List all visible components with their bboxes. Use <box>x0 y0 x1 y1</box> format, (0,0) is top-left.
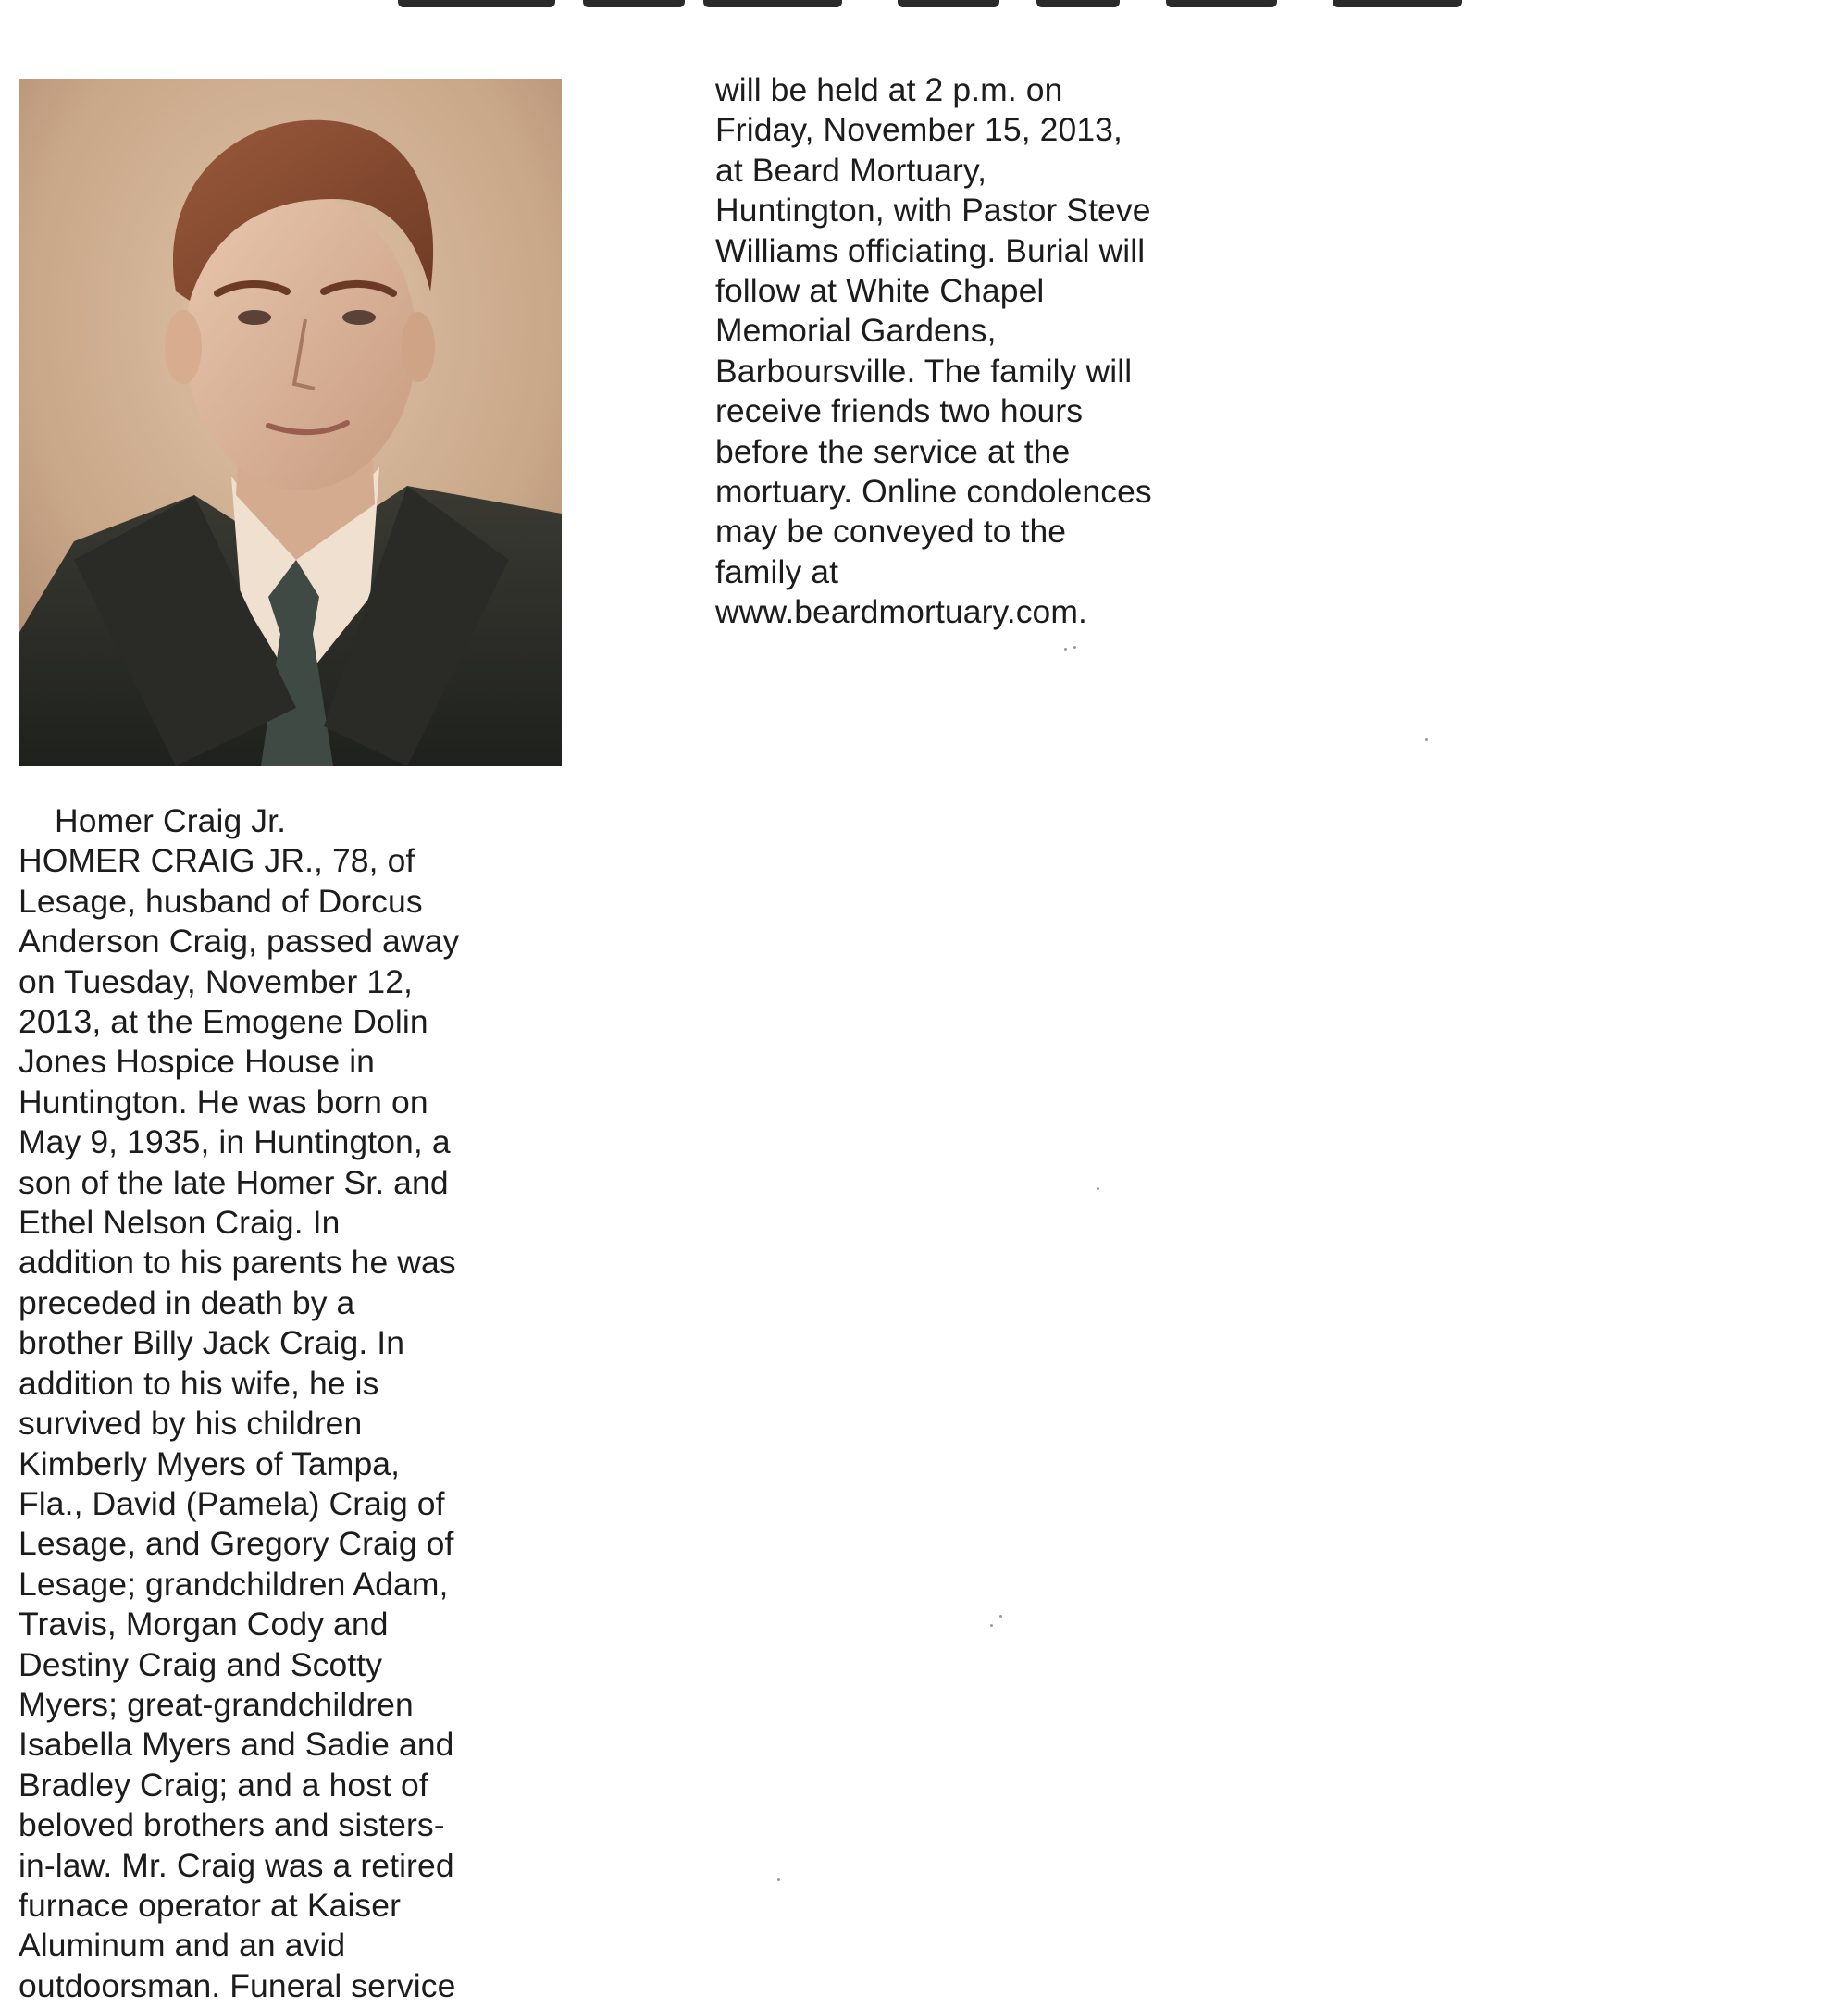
text-line: Lesage; grandchildren Adam, <box>19 1565 449 1603</box>
text-line: HOMER CRAIG JR., 78, of <box>19 842 415 880</box>
scan-speck <box>990 1624 993 1627</box>
scan-speck <box>999 1615 1002 1618</box>
portrait-photo <box>19 79 562 766</box>
scan-speck <box>1064 648 1067 651</box>
text-line: furnace operator at Kaiser <box>19 1886 402 1924</box>
text-line: Lesage, husband of Dorcus <box>19 882 423 920</box>
text-line: addition to his parents he was <box>19 1244 456 1282</box>
text-line: May 9, 1935, in Huntington, a <box>19 1123 451 1161</box>
text-line: brother Billy Jack Craig. In <box>19 1324 405 1362</box>
text-line: may be conveyed to the <box>715 513 1067 551</box>
text-line: Kimberly Myers of Tampa, <box>19 1444 401 1482</box>
text-line: Barboursville. The family will <box>715 352 1133 390</box>
text-line: Aluminum and an avid <box>19 1927 346 1965</box>
text-line: Huntington, with Pastor Steve <box>715 192 1151 229</box>
text-line: Williams officiating. Burial will <box>715 231 1146 269</box>
text-line: follow at White Chapel <box>715 272 1045 310</box>
text-line: Anderson Craig, passed away <box>19 923 460 961</box>
scan-speck <box>1425 738 1428 741</box>
text-line: Lesage, and Gregory Craig of <box>19 1525 454 1563</box>
text-line: on Tuesday, November 12, <box>19 962 414 1000</box>
text-line: Memorial Gardens, <box>715 312 997 350</box>
text-line: beloved brothers and sisters- <box>19 1806 445 1844</box>
photo-caption: Homer Craig Jr. <box>55 802 287 839</box>
text-line: Ethel Nelson Craig. In <box>19 1204 341 1242</box>
text-line: preceded in death by a <box>19 1283 355 1321</box>
text-line: Bradley Craig; and a host of <box>19 1766 428 1803</box>
scan-speck <box>1073 646 1076 649</box>
text-line: before the service at the <box>715 432 1071 470</box>
text-line: family at <box>715 552 839 590</box>
text-line: Isabella Myers and Sadie and <box>19 1726 454 1764</box>
scan-speck <box>777 1878 780 1881</box>
text-line: in-law. Mr. Craig was a retired <box>19 1846 454 1884</box>
clipped-headline <box>398 0 1490 7</box>
text-line: Jones Hospice House in <box>19 1043 376 1081</box>
text-line: mortuary. Online condolences <box>715 473 1152 511</box>
text-line: survived by his children <box>19 1405 363 1443</box>
text-line: Friday, November 15, 2013, <box>715 111 1122 149</box>
text-line: will be held at 2 p.m. on <box>715 71 1063 108</box>
text-line: Myers; great-grandchildren <box>19 1685 414 1723</box>
scan-speck <box>1097 1187 1099 1190</box>
text-line: addition to his wife, he is <box>19 1364 379 1402</box>
text-line: Destiny Craig and Scotty <box>19 1645 383 1683</box>
text-line: 2013, at the Emogene Dolin <box>19 1003 428 1041</box>
text-line: Travis, Morgan Cody and <box>19 1605 389 1643</box>
text-line: outdoorsman. Funeral service <box>19 1966 456 2004</box>
text-line: Huntington. He was born on <box>19 1083 428 1121</box>
text-line: receive friends two hours <box>715 392 1084 430</box>
text-line: Fla., David (Pamela) Craig of <box>19 1484 445 1522</box>
obituary-left-column <box>19 801 500 2006</box>
text-line: son of the late Homer Sr. and <box>19 1163 449 1201</box>
text-line: www.beardmortuary.com. <box>715 593 1088 631</box>
obituary-right-column <box>715 70 1197 633</box>
text-line: at Beard Mortuary, <box>715 151 987 189</box>
